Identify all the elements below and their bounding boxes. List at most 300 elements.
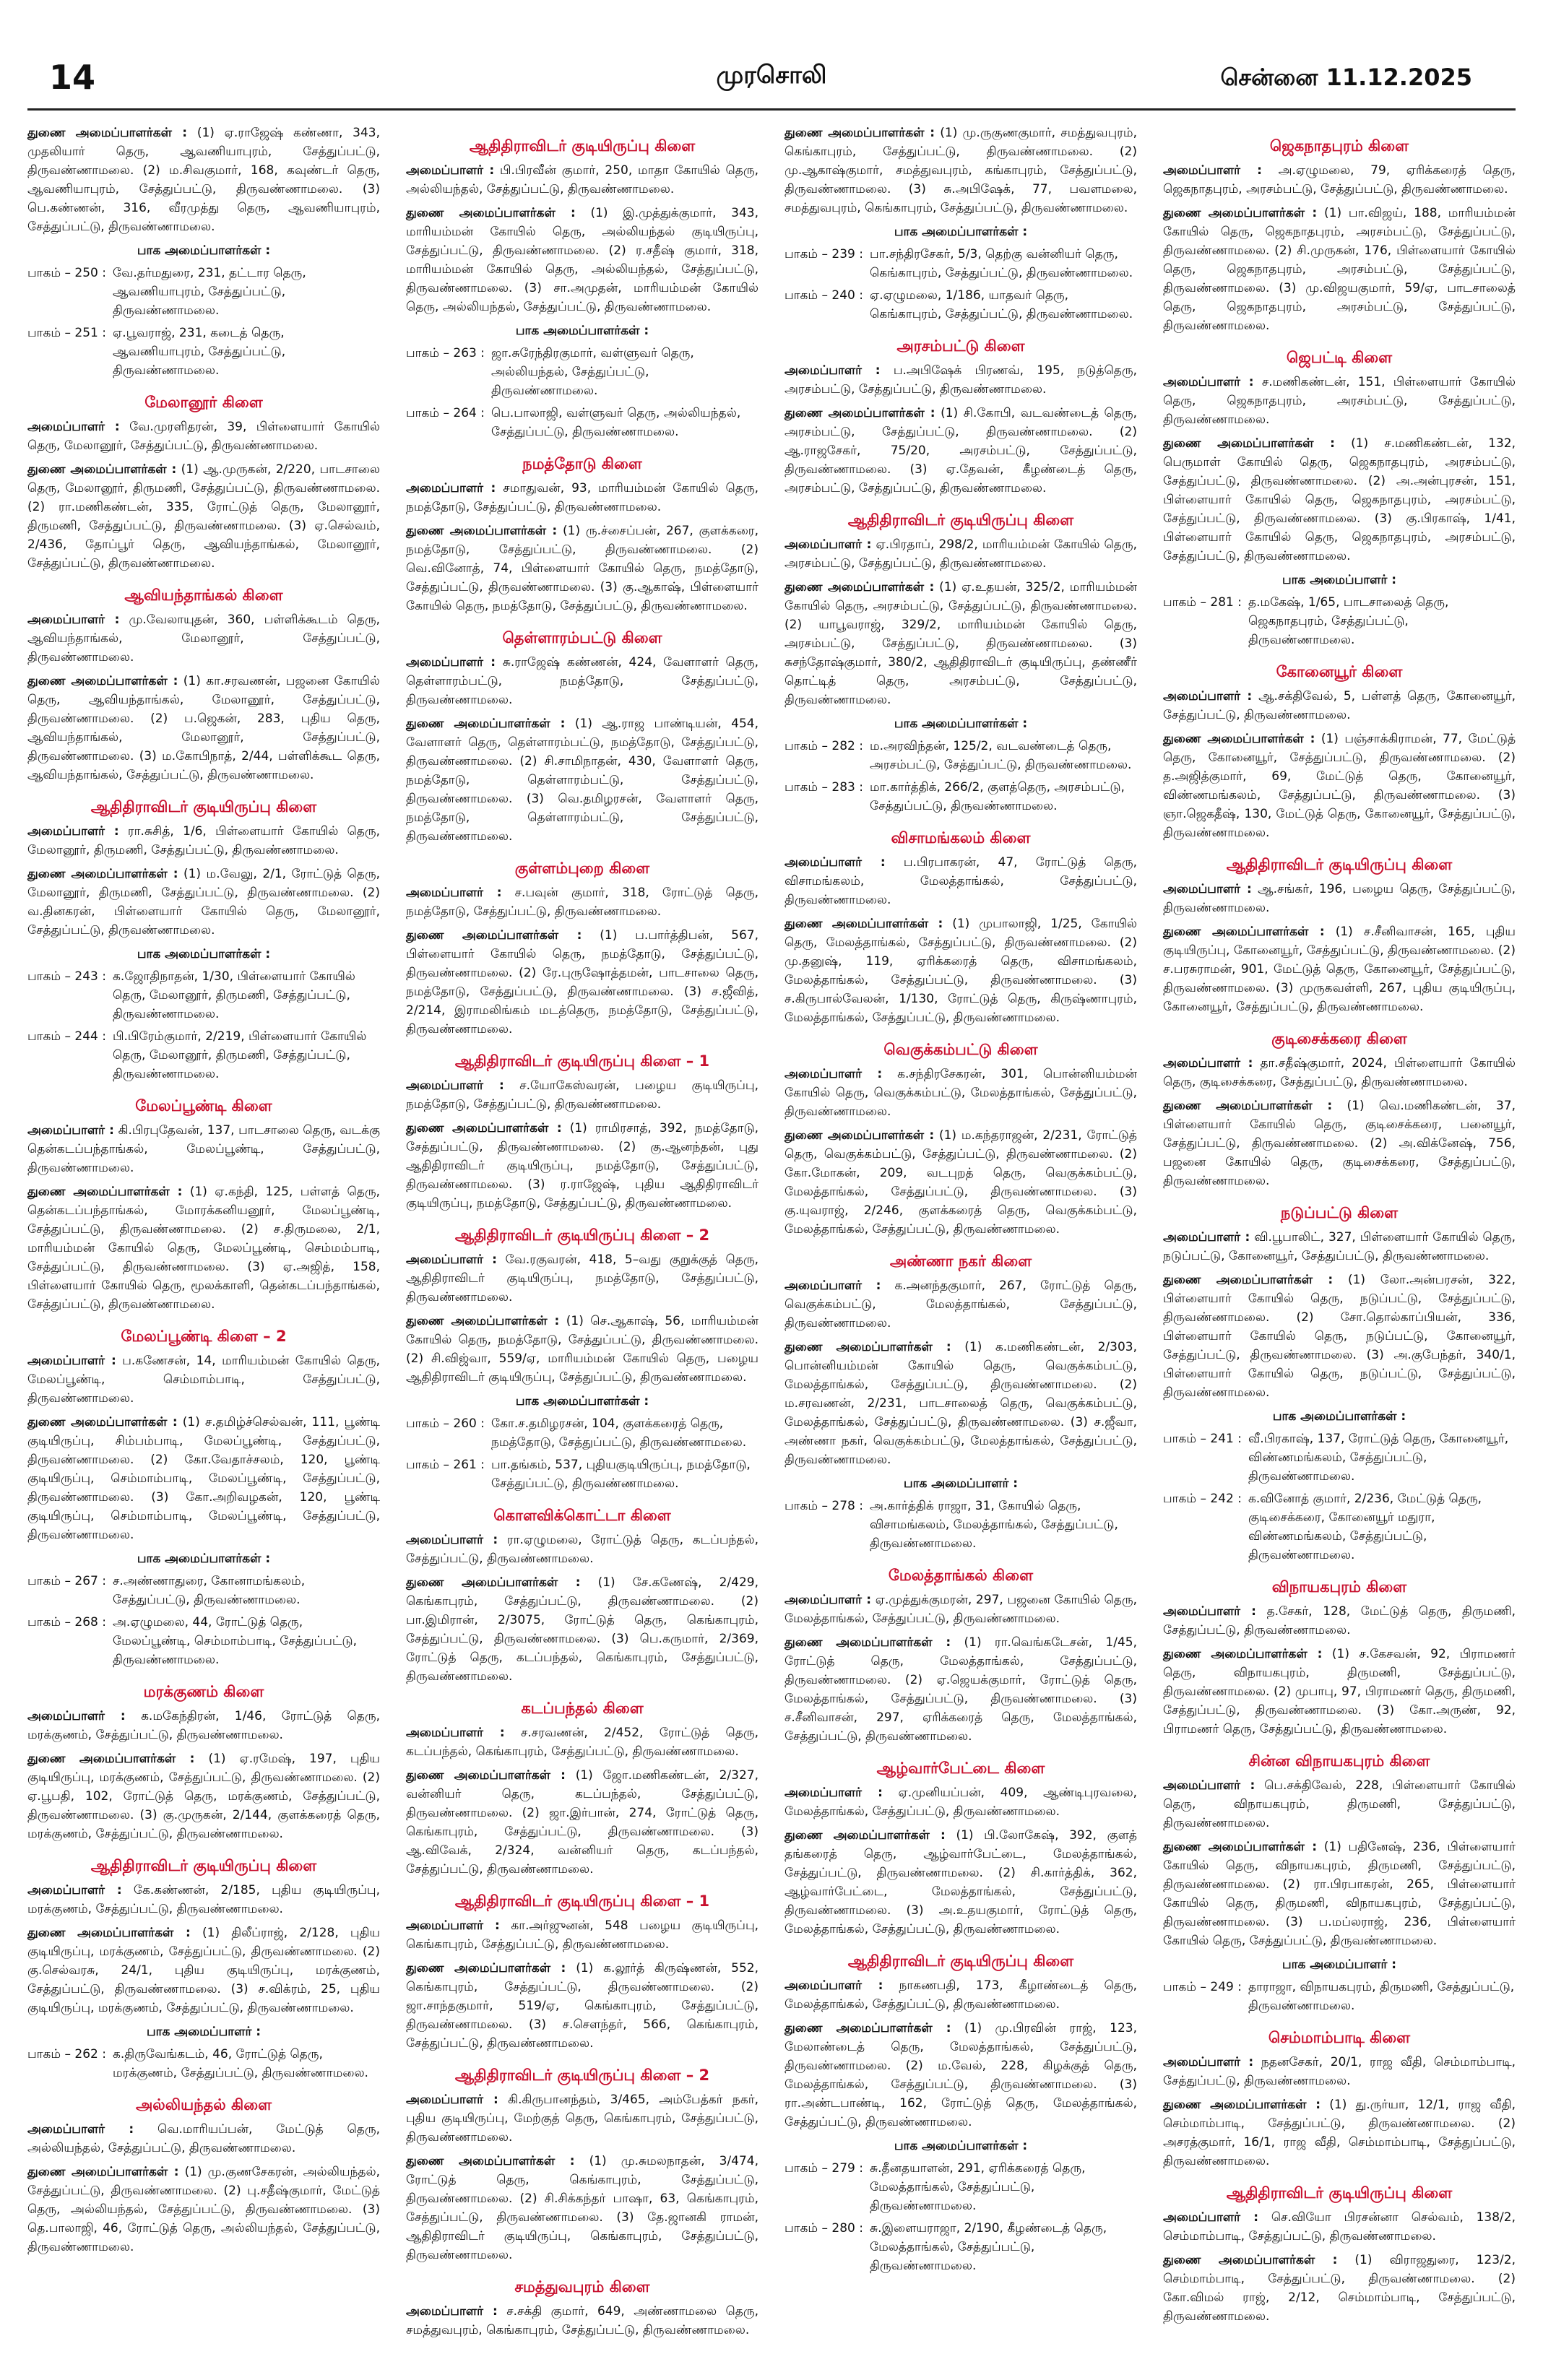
booth-number: பாகம் – 260 :	[406, 1416, 485, 1431]
officer-details: கா.அர்ஜுனன், 548 பழைய குடியிருப்பு, கெங்காபுரம், சேத்துப்பட்டு, திருவண்ணாமலை.	[406, 1918, 758, 1952]
role-label: துணை அமைப்பாளர்கள் :	[406, 928, 582, 943]
officer-entry	[1163, 1054, 1516, 1091]
booth-number: பாகம் – 262 :	[27, 2047, 106, 2061]
role-label: அமைப்பாளர் :	[27, 1883, 122, 1897]
booth-subtitle: பாக அமைப்பாளர்கள் :	[515, 324, 649, 338]
role-label: அமைப்பாளர் :	[1163, 1604, 1256, 1619]
booth-entry	[1163, 593, 1516, 649]
officer-details: (1) ச.சீனிவாசன், 165, புதிய குடியிருப்பு, கோனையூர், சேத்துப்பட்டு, திருவண்ணாமலை. (2) ச.பரசுராமன், 901, மேட்டுத் தெரு, கோனையூர், சேத்துப்பட்டு, திருவண்ணாமலை. (3) முருகவள்ளி, 267, புதிய குடியிருப்பு, கோனையூர், சேத்துப்பட்டு, திருவண்ணாமலை.	[1163, 925, 1516, 1014]
branch-section	[27, 586, 380, 784]
booth-entry	[1163, 1429, 1516, 1486]
booth-number: பாகம் – 243 :	[27, 969, 106, 984]
branch-section	[406, 859, 758, 1039]
role-label: அமைப்பாளர் :	[1163, 689, 1253, 704]
booth-entry	[406, 1455, 758, 1493]
booth-entry	[27, 1027, 380, 1083]
officer-details: செ.வியோ பிரசன்னா செல்வம், 138/2, செம்மாம்பாடி, சேத்துப்பட்டு, திருவண்ணாமலை.	[1163, 2210, 1516, 2243]
role-label: துணை அமைப்பாளர்கள் :	[785, 580, 935, 594]
listing-columns	[27, 111, 1516, 2350]
branch-section	[785, 511, 1137, 815]
branch-title: அண்ணா நகர் கிளை	[889, 1252, 1032, 1270]
officer-entry	[785, 124, 1137, 217]
officer-details: (1) விராஜதுரை, 123/2, செம்மாம்பாடி, சேத்துப்பட்டு, திருவண்ணாமலை. (2) கோ.விமல் ராஜ், 2/12, செம்மாம்பாடி, சேத்துப்பட்டு, திருவண்ணாமலை.	[1163, 2253, 1516, 2324]
branch-section	[406, 454, 758, 615]
officer-entry	[1163, 1645, 1516, 1739]
booth-number: பாகம் – 281 :	[1163, 595, 1242, 610]
booth-entry	[785, 286, 1137, 324]
officer-details: கி.பிரபுதேவன், 137, பாடசாலை தெரு, வடக்கு தென்கடப்பந்தாங்கல், மேலப்பூண்டி, சேத்துப்பட்டு, திருவண்ணாமலை.	[27, 1123, 381, 1175]
officer-details: ப.பிரபாகரன், 47, ரோட்டுத் தெரு, விசாமங்கலம், மேலத்தாங்கல், சேத்துப்பட்டு, திருவண்ணாமலை.	[785, 855, 1138, 907]
booth-entry	[785, 778, 1137, 815]
branch-section	[785, 1566, 1137, 1746]
role-label: அமைப்பாளர் :	[1163, 882, 1252, 896]
booth-details: ஜா.சுரேந்திரகுமார், வள்ளுவர் தெரு, அல்லியந்தல், சேத்துப்பட்டு, திருவண்ணாமலை.	[491, 346, 694, 398]
role-label: அமைப்பாளர் :	[406, 163, 495, 178]
officer-details: ச.சரவணன், 2/452, ரோட்டுத் தெரு, கடப்பந்தல், கெங்காபுரம், சேத்துப்பட்டு, திருவண்ணாமலை.	[406, 1726, 759, 1759]
booth-details: பா.தங்கம், 537, புதியகுடியிருப்பு, நமத்தோடு, சேத்துப்பட்டு, திருவண்ணாமலை.	[491, 1458, 751, 1491]
officer-details: ச.பவுன் குமார், 318, ரோட்டுத் தெரு, நமத்தோடு, சேத்துப்பட்டு, திருவண்ணாமலை.	[406, 886, 758, 919]
officer-details: ஆ.சங்கர், 196, பழைய தெரு, சேத்துப்பட்டு, திருவண்ணாமலை.	[1163, 882, 1516, 915]
officer-entry	[785, 2019, 1137, 2132]
booth-details: க.வினோத் குமார், 2/236, மேட்டுத் தெரு, குடிசைக்கரை, கோனையூர் மதுரா, விண்ணமங்கலம், சேத்துப்பட்டு, திருவண்ணாமலை.	[1248, 1492, 1482, 1562]
officer-entry	[406, 2302, 758, 2340]
branch-title: ஆதிதிராவிடர் குடியிருப்பு கிளை – 2	[454, 1226, 710, 1244]
officer-details: (1) க.லூர்த் கிருஷ்ணன், 552, கெங்காபுரம், சேத்துப்பட்டு, திருவண்ணாமலை. (2) ஜா.சாந்தகுமார், 519/ஏ, கெங்காபுரம், சேத்துப்பட்டு, திருவண்ணாமலை. (3) ச.சௌந்தர், 566, கெங்காபுரம், சேத்துப்பட்டு, திருவண்ணாமலை.	[406, 1961, 758, 2051]
booth-number: பாகம் – 242 :	[1163, 1492, 1242, 1506]
column-1	[27, 124, 380, 2350]
role-label: துணை அமைப்பாளர்கள் :	[406, 524, 558, 538]
booth-number: பாகம் – 264 :	[406, 406, 485, 420]
booth-details: த.மகேஷ், 1/65, பாடசாலைத் தெரு, ஜெகநாதபுரம், சேத்துப்பட்டு, திருவண்ணாமலை.	[1248, 595, 1449, 647]
officer-entry	[27, 2163, 380, 2256]
officer-entry	[1163, 434, 1516, 566]
booth-entry	[785, 2219, 1137, 2275]
officer-entry	[1163, 922, 1516, 1016]
branch-section	[1163, 2184, 1516, 2326]
branch-title: விசாமங்கலம் கிளை	[891, 829, 1031, 847]
branch-section	[785, 1759, 1137, 1939]
branch-section	[406, 137, 758, 441]
booth-subtitle: பாக அமைப்பாளர்கள் :	[137, 243, 271, 258]
officer-entry	[406, 1531, 758, 1568]
officer-details: (1) ச.மணிகண்டன், 132, பெருமாள் கோயில் தெரு, ஜெகநாதபுரம், அரசம்பட்டு, சேத்துப்பட்டு, திருவண்ணாமலை. (2) அ.அன்புரசன், 151, பிள்ளையார் கோயில் தெரு, ஜெகநாதபுரம், அரசம்பட்டு, சேத்துப்பட்டு, திருவண்ணாமலை. (3) கு.பிரகாஷ், 1/41, பிள்ளையார் கோயில் தெரு, ஜெகநாதபுரம், அரசம்பட்டு, சேத்துப்பட்டு, திருவண்ணாமலை.	[1163, 436, 1516, 563]
branch-title: தெள்ளாரம்பட்டு கிளை	[502, 629, 662, 646]
officer-entry	[27, 1413, 380, 1544]
role-label: அமைப்பாளர் :	[406, 1726, 505, 1740]
booth-details: ஏ.ஏழுமலை, 1/186, யாதவர் தெரு, கெங்காபுரம், சேத்துப்பட்டு, திருவண்ணாமலை.	[870, 288, 1133, 321]
booth-entry	[1163, 1978, 1516, 2015]
officer-details: ச.யோகேஸ்வரன், பழைய குடியிருப்பு, நமத்தோடு, சேத்துப்பட்டு, திருவண்ணாமலை.	[406, 1078, 758, 1112]
role-label: துணை அமைப்பாளர்கள் :	[1163, 436, 1335, 451]
officer-details: (1) செ.ஆகாஷ், 56, மாரியம்மன் கோயில் தெரு, நமத்தோடு, சேத்துப்பட்டு, திருவண்ணாமலை. (2) சி.விஜ்வா, 559/ஏ, மாரியம்மன் கோயில் தெரு, பழைய ஆதிதிராவிடர் குடியிருப்பு, சேத்துப்பட்டு, திருவண்ணாமலை.	[406, 1314, 759, 1385]
officer-details: வெ.மாரியப்பன், மேட்டுத் தெரு, அல்லியந்தல், சேத்துப்பட்டு, திருவண்ணாமலை.	[27, 2122, 381, 2155]
role-label: துணை அமைப்பாளர்கள் :	[27, 867, 178, 881]
branch-title: குடிசைக்கரை கிளை	[1271, 1030, 1407, 1047]
branch-title: மரக்குணம் கிளை	[143, 1683, 264, 1700]
officer-entry	[785, 535, 1137, 573]
branch-section	[406, 2066, 758, 2264]
officer-entry	[406, 926, 758, 1039]
officer-details: பி.பிரவீன் குமார், 250, மாதா கோயில் தெரு, அல்லியந்தல், சேத்துப்பட்டு, திருவண்ணாமலை.	[406, 163, 759, 196]
role-label: அமைப்பாளர் :	[1163, 2055, 1254, 2069]
role-label: துணை அமைப்பாளர்கள் :	[406, 206, 576, 220]
branch-title: விநாயகபுரம் கிளை	[1271, 1578, 1407, 1596]
officer-details: (1) ச.தமிழ்ச்செல்வன், 111, பூண்டி குடியிருப்பு, சிம்பம்பாடி, மேலப்பூண்டி, சேத்துப்பட்டு, திருவண்ணாமலை. (2) கோ.வேதாச்சலம், 120, பூண்டி குடியிருப்பு, செம்மாம்பாடி, மேலப்பூண்டி, சேத்துப்பட்டு, திருவண்ணாமலை. (3) கோ.அறிவழகன், 120, பூண்டி குடியிருப்பு, செம்மாம்பாடி, மேலப்பூண்டி, சேத்துப்பட்டு, திருவண்ணாமலை.	[27, 1415, 380, 1542]
officer-entry	[27, 822, 380, 860]
officer-details: (1) முபாலாஜி, 1/25, கோயில் தெரு, மேலத்தாங்கல், சேத்துப்பட்டு, திருவண்ணாமலை. (2) மு.தனுஷ், 119, ஏரிக்கரைத் தெரு, விசாமங்கலம், மேலத்தாங்கல், சேத்துப்பட்டு, திருவண்ணாமலை. (3) ச.கிருபால்வேலன், 1/130, ரோட்டுத் தெரு, கிருஷ்ணாபுரம், மேலத்தாங்கல், சேத்துப்பட்டு, திருவண்ணாமலை.	[785, 917, 1138, 1025]
booth-entry	[406, 404, 758, 441]
booth-subtitle: பாக அமைப்பாளர்கள் :	[894, 717, 1028, 731]
branch-title: ஆழ்வார்பேட்டை கிளை	[876, 1760, 1045, 1777]
officer-details: (1) ஏ.ரமேஷ், 197, புதிய குடியிருப்பு, மரக்குணம், சேத்துப்பட்டு, திருவண்ணாமலை. (2) ஏ.பூபதி, 102, ரோட்டுத் தெரு, மரக்குணம், சேத்துப்பட்டு, திருவண்ணாமலை. (3) கு.முருகன், 2/144, குளக்கரைத் தெரு, மரக்குணம், சேத்துப்பட்டு, திருவண்ணாமலை.	[27, 1752, 381, 1841]
booth-details: ம.அரவிந்தன், 125/2, வடவண்டைத் தெரு, அரசம்பட்டு, சேத்துப்பட்டு, திருவண்ணாமலை.	[870, 739, 1132, 772]
role-label: துணை அமைப்பாளர்கள் :	[27, 462, 177, 477]
role-label: அமைப்பாளர் :	[406, 1533, 498, 1547]
officer-details: (1) சே.கணேஷ், 2/429, கெங்காபுரம், சேத்துப்பட்டு, திருவண்ணாமலை. (2) பா.இமிரான், 2/3075, ரோட்டுத் தெரு, கெங்காபுரம், சேத்துப்பட்டு, திருவண்ணாமலை. (3) பெ.கருமார், 2/369, ரோட்டுத் தெரு, கடப்பந்தல், கெங்காபுரம், சேத்துப்பட்டு, திருவண்ணாமலை.	[406, 1575, 758, 1684]
booth-details: பெ.பாலாஜி, வள்ளுவர் தெரு, அல்லியந்தல், சேத்துப்பட்டு, திருவண்ணாமலை.	[491, 406, 741, 439]
branch-section	[406, 2277, 758, 2340]
role-label: துணை அமைப்பாளர்கள் :	[406, 1575, 581, 1590]
officer-details: ஏ.பிரதாப், 298/2, மாரியம்மன் கோயில் தெரு, அரசம்பட்டு, சேத்துப்பட்டு, திருவண்ணாமலை.	[785, 537, 1138, 571]
officer-details: (1) சி.கோபி, வடவண்டைத் தெரு, அரசம்பட்டு, சேத்துப்பட்டு, திருவண்ணாமலை. (2) ஆ.ராஜசேகர், 75/20, அரசம்பட்டு, சேத்துப்பட்டு, திருவண்ணாமலை. (3) ஏ.தேவன், கீழண்டைத் தெரு, அரசம்பட்டு, சேத்துப்பட்டு, திருவண்ணாமலை.	[785, 406, 1137, 496]
officer-entry	[406, 479, 758, 516]
officer-details: வே.முரளிதரன், 39, பிள்ளையார் கோயில் தெரு, மேலானூர், சேத்துப்பட்டு, திருவண்ணாமலை.	[27, 420, 381, 453]
officer-details: ச.மணிகண்டன், 151, பிள்ளையார் கோயில் தெரு, ஜெகநாதபுரம், அரசம்பட்டு, சேத்துப்பட்டு, திருவண்ணாமலை.	[1163, 375, 1516, 427]
booth-entry	[27, 967, 380, 1024]
column-4	[1163, 124, 1516, 2350]
branch-section	[27, 393, 380, 573]
officer-details: த.சேகர், 128, மேட்டுத் தெரு, திருமணி, சேத்துப்பட்டு, திருவண்ணாமலை.	[1163, 1604, 1516, 1637]
booth-subtitle: பாக அமைப்பாளர்கள் :	[137, 1552, 271, 1566]
officer-details: பெ.சக்திவேல், 228, பிள்ளையார் கோயில் தெரு, விநாயகபுரம், திருமணி, சேத்துப்பட்டு, திருவண்ணாமலை.	[1163, 1778, 1516, 1830]
officer-details: (1) ஆ.முருகன், 2/220, பாடசாலை தெரு, மேலானூர், திருமணி, சேத்துப்பட்டு, திருவண்ணாமலை. (2) ரா.மணிகண்டன், 335, ரோட்டுத் தெரு, மேலானூர், திருமணி, சேத்துப்பட்டு, திருவண்ணாமலை. (3) ஏ.செல்வம், 2/436, தோப்பூர் தெரு, ஆவியந்தாங்கல், மேலானூர், சேத்துப்பட்டு, திருவண்ணாமலை.	[27, 462, 381, 571]
booth-number: பாகம் – 263 :	[406, 346, 485, 360]
officer-details: (1) திலீப்ராஜ், 2/128, புதிய குடியிருப்பு, மரக்குணம், சேத்துப்பட்டு, திருவண்ணாமலை. (2) கு.செல்வரசு, 24/1, புதிய குடியிருப்பு, மரக்குணம், சேத்துப்பட்டு, திருவண்ணாமலை. (3) ச.விக்ரம், 25, புதிய குடியிருப்பு, மரக்குணம், சேத்துப்பட்டு, திருவண்ணாமலை.	[27, 1926, 381, 2015]
officer-entry	[1163, 687, 1516, 724]
booth-entry	[785, 1497, 1137, 1553]
role-label: அமைப்பாளர் :	[785, 1067, 883, 1081]
booth-details: சு.இளையராஜா, 2/190, கீழண்டைத் தெரு, மேலத்தாங்கல், சேத்துப்பட்டு, திருவண்ணாமலை.	[870, 2221, 1107, 2273]
booth-details: க.திருவேங்கடம், 46, ரோட்டுத் தெரு, மரக்குணம், சேத்துப்பட்டு, திருவண்ணாமலை.	[113, 2047, 368, 2080]
role-label: அமைப்பாளர் :	[785, 855, 886, 870]
column-3	[785, 124, 1137, 2350]
role-label: அமைப்பாளர் :	[27, 420, 120, 434]
officer-details: (1) ஏ.ராஜேஷ் கண்ணா, 343, முதலியார் தெரு, ஆவணியாபுரம், சேத்துப்பட்டு, திருவண்ணாமலை. (2) ம.சிவகுமார், 168, கவுண்டர் தெரு, ஆவணியாபுரம், சேத்துப்பட்டு, திருவண்ணாமலை. (3) பெ.கண்ணன், 316, வீரமுத்து தெரு, ஆவணியாபுரம், சேத்துப்பட்டு, திருவண்ணாமலை.	[27, 126, 381, 234]
officer-entry	[406, 714, 758, 846]
officer-details: (1) க.மணிகண்டன், 2/303, பொன்னியம்மன் கோயில் தெரு, வெகுக்கம்பட்டு, மேலத்தாங்கல், சேத்துப்பட்டு, திருவண்ணாமலை. (2) ம.சரவணன், 2/231, பாடசாலைத் தெரு, வெகுக்கம்பட்டு, மேலத்தாங்கல், சேத்துப்பட்டு, திருவண்ணாமலை. (3) ச.ஜீவா, அண்ணா நகர், வெகுக்கம்பட்டு, மேலத்தாங்கல், சேத்துப்பட்டு, திருவண்ணாமலை.	[785, 1340, 1138, 1467]
branch-title: கடப்பந்தல் கிளை	[521, 1700, 644, 1717]
branch-section	[1163, 855, 1516, 1016]
officer-entry	[406, 1250, 758, 1307]
booth-number: பாகம் – 241 :	[1163, 1432, 1242, 1446]
role-label: துணை அமைப்பாளர்கள் :	[27, 1415, 178, 1429]
officer-entry	[406, 161, 758, 199]
officer-entry	[406, 522, 758, 615]
role-label: துணை அமைப்பாளர்கள் :	[1163, 2253, 1338, 2267]
officer-details: (1) ஏ.கந்தி, 125, பள்ளத் தெரு, தென்கடப்பந்தாங்கல், மோரக்கனியனூர், மேலப்பூண்டி, சேத்துப்பட்டு, திருவண்ணாமலை. (2) ச.திருமலை, 2/1, மாரியம்மன் கோயில் தெரு, மேலப்பூண்டி, செம்மம்பாடி, சேத்துப்பட்டு, திருவண்ணாமலை. (3) ஏ.அஜித், 158, பிள்ளையார் கோயில் தெரு, மூலக்காளி, தென்கடப்பந்தாங்கல், சேத்துப்பட்டு, திருவண்ணாமலை.	[27, 1185, 381, 1312]
officer-details: (1) ஆ.ராஜ பாண்டியன், 454, வேளாளர் தெரு, தெள்ளாரம்பட்டு, நமத்தோடு, சேத்துப்பட்டு, திருவண்ணாமலை. (2) சி.சாமிநாதன், 430, வேளாளர் தெரு, நமத்தோடு, தெள்ளாரம்பட்டு, சேத்துப்பட்டு, திருவண்ணாமலை. (3) வெ.தமிழரசன், வேளாளர் தெரு, நமத்தோடு, தெள்ளாரம்பட்டு, சேத்துப்பட்டு, திருவண்ணாமலை.	[406, 717, 759, 844]
branch-title: மேலத்தாங்கல் கிளை	[888, 1567, 1034, 1584]
officer-entry	[27, 1881, 380, 1918]
role-label: துணை அமைப்பாளர்கள் :	[1163, 1647, 1323, 1661]
role-label: துணை அமைப்பாளர்கள் :	[406, 1121, 562, 1135]
branch-section	[1163, 1203, 1516, 1565]
role-label: துணை அமைப்பாளர்கள் :	[785, 917, 943, 931]
branch-section	[785, 1040, 1137, 1239]
officer-entry	[1163, 1271, 1516, 1402]
officer-entry	[27, 1924, 380, 2017]
branch-title: ஆதிதிராவிடர் குடியிருப்பு கிளை – 1	[454, 1052, 710, 1070]
officer-details: (1) ராமிரசாத், 392, நமத்தோடு, சேத்துப்பட்டு, திருவண்ணாமலை. (2) கு.ஆனந்தன், புது ஆதிதிராவிடர் குடியிருப்பு, நமத்தோடு, சேத்துப்பட்டு, திருவண்ணாமலை. (3) ர.ராஜேஷ், புதிய ஆதிதிராவிடர் குடியிருப்பு, நமத்தோடு, சேத்துப்பட்டு, திருவண்ணாமலை.	[406, 1121, 759, 1211]
role-label: துணை அமைப்பாளர்கள் :	[785, 1828, 946, 1843]
branch-section	[406, 628, 758, 846]
branch-title: அல்லியந்தல் கிளை	[135, 2096, 272, 2113]
booth-details: கோ.ச.தமிழரசன், 104, குளக்கரைத் தெரு, நமத்தோடு, சேத்துப்பட்டு, திருவண்ணாமலை.	[491, 1416, 747, 1450]
officer-details: நதனசேகர், 20/1, ராஜ வீதி, செம்மாம்பாடி, சேத்துப்பட்டு, திருவண்ணாமலை.	[1163, 2055, 1516, 2088]
role-label: அமைப்பாளர் :	[406, 1252, 497, 1267]
officer-entry	[785, 361, 1137, 399]
branch-title: ஆதிதிராவிடர் குடியிருப்பு கிளை	[1226, 2184, 1453, 2202]
branch-section	[1163, 1029, 1516, 1190]
officer-details: (1) பி.லோகேஷ், 392, குளத் தங்கரைத் தெரு, ஆழ்வார்பேட்டை, மேலத்தாங்கல், சேத்துப்பட்டு, திருவண்ணாமலை. (2) சி.கார்த்திக், 362, ஆழ்வார்பேட்டை, மேலத்தாங்கல், சேத்துப்பட்டு, திருவண்ணாமலை. (3) அ.உதயகுமார், ரோட்டுத் தெரு, மேலத்தாங்கல், சேத்துப்பட்டு, திருவண்ணாமலை.	[785, 1828, 1137, 1937]
officer-details: (1) ப.பார்த்திபன், 567, பிள்ளையார் கோயில் தெரு, நமத்தோடு, சேத்துப்பட்டு, திருவண்ணாமலை. (2) ரே.புருஷோத்தமன், பாடசாலை தெரு, நமத்தோடு, சேத்துப்பட்டு, திருவண்ணாமலை. (3) ச.ஜீவித், 2/214, இராமலிங்கம் மடத்தெரு, நமத்தோடு, சேத்துப்பட்டு, திருவண்ணாமலை.	[406, 928, 759, 1037]
branch-title: ஆதிதிராவிடர் குடியிருப்பு கிளை	[90, 1857, 317, 1874]
branch-title: மேலப்பூண்டி கிளை – 2	[121, 1328, 287, 1345]
officer-details: (1) பா.விஜய், 188, மாரியம்மன் கோயில் தெரு, ஜெகநாதபுரம், அரசம்பட்டு, சேத்துப்பட்டு, திருவண்ணாமலை. (2) சி.முருகன், 176, பிள்ளையார் கோயில் தெரு, ஜெகநாதபுரம், அரசம்பட்டு, சேத்துப்பட்டு, திருவண்ணாமலை. (3) மு.விஜயகுமார், 59/ஏ, பாடசாலைத் தெரு, ஜெகநாதபுரம், அரசம்பட்டு, சேத்துப்பட்டு, திருவண்ணாமலை.	[1163, 206, 1516, 333]
branch-title: ஆதிதிராவிடர் குடியிருப்பு கிளை	[847, 511, 1074, 529]
officer-entry	[1163, 1602, 1516, 1640]
officer-details: (1) கா.சரவணன், பஜனை கோயில் தெரு, ஆவியந்தாங்கல், மேலானூர், சேத்துப்பட்டு, திருவண்ணாமலை. (2) ப.ஜெகன், 283, புதிய தெரு, ஆவியந்தாங்கல், மேலானூர், சேத்துப்பட்டு, திருவண்ணாமலை. (3) ம.கோபிநாத், 2/44, பள்ளிக்கூட தெரு, ஆவியந்தாங்கல், சேத்துப்பட்டு, திருவண்ணாமலை.	[27, 674, 380, 782]
booth-subtitle: பாக அமைப்பாளர் :	[903, 1476, 1019, 1491]
branch-title: ஆதிதிராவிடர் குடியிருப்பு கிளை – 2	[454, 2067, 710, 2084]
branch-title: அரசம்பட்டு கிளை	[896, 337, 1025, 355]
officer-entry	[406, 1119, 758, 1213]
booth-details: ஏ.பூவராஜ், 231, கடைத் தெரு, ஆவணியாபுரம், சேத்துப்பட்டு, திருவண்ணாமலை.	[113, 326, 286, 378]
officer-details: (1) ரா.வெங்கடேசன், 1/45, ரோட்டுத் தெரு, மேலத்தாங்கல், சேத்துப்பட்டு, திருவண்ணாமலை. (2) ஏ.ஜெயக்குமார், ரோட்டுத் தெரு, மேலத்தாங்கல், சேத்துப்பட்டு, திருவண்ணாமலை. (3) ச.சீனிவாசன், 297, ஏரிக்கரைத் தெரு, மேலத்தாங்கல், சேத்துப்பட்டு, திருவண்ணாமலை.	[785, 1635, 1138, 1744]
booth-entry	[1163, 1489, 1516, 1565]
officer-entry	[406, 1916, 758, 1954]
role-label: அமைப்பாளர் :	[27, 613, 120, 627]
officer-entry	[406, 204, 758, 316]
officer-entry	[1163, 1838, 1516, 1950]
officer-details: (1) பஞ்சாக்கிராமன், 77, மேட்டுத் தெரு, கோனையூர், சேத்துப்பட்டு, திருவண்ணாமலை. (2) த.அஜித்குமார், 69, மேட்டுத் தெரு, கோனையூர், விண்ணமங்கலம், சேத்துப்பட்டு, திருவண்ணாமலை. (3) ஞா.ஜெகதீஷ், 130, மேட்டுத் தெரு, கோனையூர், சேத்துப்பட்டு, திருவண்ணாமலை.	[1163, 732, 1516, 840]
branch-section	[27, 1327, 380, 1669]
branch-section	[1163, 2028, 1516, 2171]
branch-title: நமத்தோடு கிளை	[522, 455, 642, 472]
officer-entry	[1163, 2251, 1516, 2326]
officer-entry	[27, 417, 380, 455]
officer-entry	[27, 610, 380, 667]
booth-entry	[785, 245, 1137, 282]
branch-title: ஆவியந்தாங்கல் கிளை	[124, 587, 283, 604]
role-label: துணை அமைப்பாளர்கள் :	[785, 2021, 951, 2035]
booth-number: பாகம் – 244 :	[27, 1029, 106, 1044]
branch-section	[1163, 1578, 1516, 1739]
branch-section	[27, 1682, 380, 1843]
officer-entry	[406, 653, 758, 709]
booth-number: பாகம் – 250 :	[27, 266, 106, 280]
branch-title: வெகுக்கம்பட்டு கிளை	[883, 1041, 1038, 1058]
officer-entry	[27, 460, 380, 573]
booth-number: பாகம் – 251 :	[27, 326, 106, 340]
officer-entry	[406, 1573, 758, 1686]
booth-number: பாகம் – 280 :	[785, 2221, 863, 2236]
officer-entry	[27, 1351, 380, 1408]
booth-details: அ.ஏழுமலை, 44, ரோட்டுத் தெரு, மேலப்பூண்டி, செம்மாம்பாடி, சேத்துப்பட்டு, திருவண்ணாமலை.	[113, 1615, 357, 1667]
branch-section	[1163, 348, 1516, 649]
booth-subtitle: பாக அமைப்பாளர் :	[146, 2025, 262, 2039]
officer-entry	[785, 1338, 1137, 1469]
role-label: அமைப்பாளர் :	[1163, 163, 1262, 178]
booth-details: அ.கார்த்திக் ராஜா, 31, கோயில் தெரு, விசாமங்கலம், மேலத்தாங்கல், சேத்துப்பட்டு, திருவண்ணாமலை.	[870, 1499, 1118, 1551]
role-label: துணை அமைப்பாளர்கள் :	[1163, 1273, 1334, 1287]
officer-details: ஏ.முத்துக்குமரன், 297, பஜனை கோயில் தெரு, மேலத்தாங்கல், சேத்துப்பட்டு, திருவண்ணாமலை.	[785, 1593, 1138, 1626]
branch-section	[785, 1952, 1137, 2275]
officer-details: (1) ம.வேலு, 2/1, ரோட்டுத் தெரு, மேலானூர், திருமணி, சேத்துப்பட்டு, திருவண்ணாமலை. (2) வ.தினகரன், பிள்ளையார் கோயில் தெரு, மேலானூர், சேத்துப்பட்டு, திருவண்ணாமலை.	[27, 867, 380, 938]
officer-entry	[785, 914, 1137, 1027]
officer-entry	[785, 1633, 1137, 1746]
officer-details: க.சந்திரசேகரன், 301, பொன்னியம்மன் கோயில் தெரு, வெகுக்கம்பட்டு, மேலத்தாங்கல், சேத்துப்பட்டு, திருவண்ணாமலை.	[785, 1067, 1137, 1119]
officer-entry	[27, 1749, 380, 1843]
officer-entry	[1163, 2095, 1516, 2171]
booth-details: மா.கார்த்திக், 266/2, குளத்தெரு, அரசம்பட்டு, சேத்துப்பட்டு, திருவண்ணாமலை.	[870, 780, 1125, 813]
officer-entry	[27, 1182, 380, 1314]
role-label: துணை அமைப்பாளர்கள் :	[27, 674, 178, 688]
officer-details: ப.அபிஷேக் பிரணவ், 195, நடுத்தெரு, அரசம்பட்டு, சேத்துப்பட்டு, திருவண்ணாமலை.	[785, 363, 1138, 397]
branch-title: ஆதிதிராவிடர் குடியிருப்பு கிளை	[1226, 856, 1453, 873]
booth-details: ச.அண்ணாதுரை, கோனாமங்கலம், சேத்துப்பட்டு, திருவண்ணாமலை.	[113, 1574, 306, 1607]
branch-section	[1163, 662, 1516, 842]
role-label: துணை அமைப்பாளர்கள் :	[27, 1752, 195, 1766]
branch-section	[27, 1856, 380, 2082]
branch-section	[785, 337, 1137, 498]
officer-entry	[27, 865, 380, 940]
booth-subtitle: பாக அமைப்பாளர்கள் :	[515, 1394, 649, 1408]
officer-details: ச.சக்தி குமார், 649, அண்ணாமலை தெரு, சமத்துவபுரம், கெங்காபுரம், சேத்துப்பட்டு, திருவண்ணாமலை.	[406, 2304, 759, 2337]
role-label: அமைப்பாளர் :	[27, 824, 119, 839]
officer-details: (1) ஜோ.மணிகண்டன், 2/327, வன்னியர் தெரு, கடப்பந்தல், சேத்துப்பட்டு, திருவண்ணாமலை. (2) ஜா.இர்பான், 274, ரோட்டுத் தெரு, கெங்காபுரம், சேத்துப்பட்டு, திருவண்ணாமலை. (3) ஆ.விவேக், 2/324, வன்னியர் தெரு, கடப்பந்தல், சேத்துப்பட்டு, திருவண்ணாமலை.	[406, 1768, 759, 1877]
role-label: துணை அமைப்பாளர்கள் :	[27, 1185, 183, 1199]
officer-details: (1) இ.முத்துக்குமார், 343, மாரியம்மன் கோயில் தெரு, அல்லியந்தல் குடியிருப்பு, சேத்துப்பட்டு, திருவண்ணாமலை. (2) ர.சதீஷ் குமார், 318, மாரியம்மன் கோயில் தெரு, அல்லியந்தல், சேத்துப்பட்டு, திருவண்ணாமலை. (3) சா.அமுதன், மாரியம்மன் கோயில் தெரு, அல்லியந்தல், சேத்துப்பட்டு, திருவண்ணாமலை.	[406, 206, 759, 314]
booth-number: பாகம் – 282 :	[785, 739, 863, 753]
officer-entry	[406, 1076, 758, 1114]
branch-title: ஆதிதிராவிடர் குடியிருப்பு கிளை	[90, 798, 317, 815]
officer-details: ஏ.முனியப்பன், 409, ஆண்டிபுரவலை, மேலத்தாங்கல், சேத்துப்பட்டு, திருவண்ணாமலை.	[785, 1786, 1137, 1819]
booth-subtitle: பாக அமைப்பாளர் :	[1281, 573, 1397, 587]
officer-details: (1) ஏ.உதயன், 325/2, மாரியம்மன் கோயில் தெரு, அரசம்பட்டு, சேத்துப்பட்டு, திருவண்ணாமலை. (2) யாபூவராஜ், 329/2, மாரியம்மன் கோயில் தெரு, அரசம்பட்டு, சேத்துப்பட்டு, திருவண்ணாமலை. (3) சுசந்தோஷ்குமார், 380/2, ஆதிதிராவிடர் குடியிருப்பு, தண்ணீர் தொட்டித் தெரு, அரசம்பட்டு, சேத்துப்பட்டு, திருவண்ணாமலை.	[785, 580, 1137, 707]
role-label: துணை அமைப்பாளர்கள் :	[1163, 925, 1325, 939]
officer-entry	[1163, 373, 1516, 429]
officer-entry	[406, 1312, 758, 1387]
booth-details: வே.தர்மதுரை, 231, தட்டார தெரு, ஆவணியாபுரம், சேத்துப்பட்டு, திருவண்ணாமலை.	[113, 266, 306, 318]
role-label: துணை அமைப்பாளர்கள் :	[27, 126, 188, 140]
officer-entry	[1163, 2053, 1516, 2090]
booth-number: பாகம் – 268 :	[27, 1615, 106, 1630]
role-label: அமைப்பாளர் :	[785, 1278, 881, 1293]
officer-details: (1) மு.ருகுணகுமார், சமத்துவபுரம், கெங்காபுரம், சேத்துப்பட்டு, திருவண்ணாமலை. (2) மு.ஆகாஷ்குமார், சமத்துவபுரம், கங்காபுரம், சேத்துப்பட்டு, திருவண்ணாமலை. (3) சு.அபிஷேக், 77, பவளமலை, சமத்துவபுரம், கெங்காபுரம், சேத்துப்பட்டு, திருவண்ணாமலை.	[785, 126, 1137, 215]
role-label: அமைப்பாளர் :	[406, 655, 496, 670]
role-label: துணை அமைப்பாளர்கள் :	[1163, 1840, 1318, 1854]
officer-details: வி.பூபாலிட், 327, பிள்ளையார் கோயில் தெரு, நடுப்பட்டு, கோனையூர், சேத்துப்பட்டு, திருவண்ணாமலை.	[1163, 1230, 1516, 1263]
officer-entry	[1163, 161, 1516, 199]
branch-section	[406, 1892, 758, 2053]
branch-section	[406, 1699, 758, 1879]
officer-entry	[1163, 1776, 1516, 1832]
officer-details: ப.கணேசன், 14, மாரியம்மன் கோயில் தெரு, மேலப்பூண்டி, செம்மாம்பாடி, சேத்துப்பட்டு, திருவண்ணாமலை.	[27, 1354, 381, 1406]
branch-title: மேலப்பூண்டி கிளை	[135, 1097, 272, 1115]
booth-number: பாகம் – 278 :	[785, 1499, 863, 1513]
officer-entry	[785, 1126, 1137, 1239]
branch-section	[27, 797, 380, 1083]
officer-entry	[785, 853, 1137, 909]
role-label: அமைப்பாளர் :	[785, 1593, 872, 1607]
role-label: துணை அமைப்பாளர்கள் :	[406, 1314, 560, 1328]
role-label: அமைப்பாளர் :	[1163, 1230, 1250, 1245]
role-label: துணை அமைப்பாளர்கள் :	[406, 1768, 566, 1783]
branch-section	[1163, 1752, 1516, 2015]
officer-entry	[27, 1121, 380, 1177]
branch-section	[406, 1052, 758, 1213]
officer-entry	[406, 1723, 758, 1761]
branch-title: சமத்துவபுரம் கிளை	[514, 2278, 650, 2295]
booth-number: பாகம் – 267 :	[27, 1574, 106, 1588]
role-label: அமைப்பாளர் :	[27, 1709, 126, 1723]
booth-number: பாகம் – 249 :	[1163, 1980, 1242, 1994]
column-2	[406, 124, 758, 2350]
role-label: துணை அமைப்பாளர்கள் :	[1163, 2098, 1321, 2112]
officer-entry	[785, 404, 1137, 498]
branch-title: செம்மாம்பாடி கிளை	[1268, 2029, 1411, 2046]
officer-details: கே.கண்ணன், 2/185, புதிய குடியிருப்பு, மரக்குணம், சேத்துப்பட்டு, திருவண்ணாமலை.	[27, 1883, 380, 1916]
booth-details: பா.சந்திரசேகர், 5/3, தெற்கு வன்னியர் தெரு, கெங்காபுரம், சேத்துப்பட்டு, திருவண்ணாமலை.	[870, 247, 1133, 280]
booth-entry	[785, 2159, 1137, 2215]
booth-entry	[27, 2045, 380, 2082]
role-label: அமைப்பாளர் :	[785, 1786, 883, 1800]
booth-subtitle: பாக அமைப்பாளர்கள் :	[137, 947, 271, 961]
branch-title: ஆதிதிராவிடர் குடியிருப்பு கிளை	[847, 1952, 1074, 1970]
officer-details: ரா.ஏழுமலை, ரோட்டுத் தெரு, கடப்பந்தல், சேத்துப்பட்டு, திருவண்ணாமலை.	[406, 1533, 759, 1566]
officer-details: (1) பதினேஷ், 236, பிள்ளையார் கோயில் தெரு, விநாயகபுரம், திருமணி, சேத்துப்பட்டு, திருவண்ணாமலை. (2) ரா.பிரபாகரன், 265, பிள்ளையார் கோயில் தெரு, திருமணி, விநாயகபுரம், சேத்துப்பட்டு, திருவண்ணாமலை. (3) ப.மப்லராஜ், 236, பிள்ளையார் கோயில் தெரு, சேத்துப்பட்டு, திருவண்ணாமலை.	[1163, 1840, 1516, 1948]
officer-entry	[406, 2152, 758, 2264]
date-line: சென்னை 11.12.2025	[1220, 64, 1472, 91]
role-label: அமைப்பாளர் :	[1163, 2210, 1259, 2225]
branch-title: கோனையூர் கிளை	[1276, 663, 1403, 680]
officer-entry	[406, 1766, 758, 1879]
role-label: அமைப்பாளர் :	[406, 886, 502, 900]
role-label: துணை அமைப்பாளர்கள் :	[1163, 1099, 1333, 1113]
role-label: அமைப்பாளர் :	[785, 363, 881, 378]
booth-number: பாகம் – 279 :	[785, 2161, 863, 2176]
role-label: துணை அமைப்பாளர்கள் :	[406, 1961, 566, 1976]
officer-details: கி.கிருபானந்தம், 3/465, அம்பேத்கர் நகர், புதிய குடியிருப்பு, மேற்குத் தெரு, கெங்காபுரம், சேத்துப்பட்டு, திருவண்ணாமலை.	[406, 2093, 758, 2145]
officer-entry	[27, 2120, 380, 2158]
role-label: அமைப்பாளர் :	[785, 537, 872, 552]
officer-entry	[1163, 1228, 1516, 1265]
officer-details: நாகணபதி, 173, கீழாண்டைத் தெரு, மேலத்தாங்கல், சேத்துப்பட்டு, திருவண்ணாமலை.	[785, 1978, 1138, 2012]
booth-details: தாராஜா, விநாயகபுரம், திருமணி, சேத்துப்பட்டு, திருவண்ணாமலை.	[1248, 1980, 1515, 2013]
officer-details: ரா.சுசித், 1/6, பிள்ளையார் கோயில் தெரு, மேலானூர், திருமணி, சேத்துப்பட்டு, திருவண்ணாமலை.	[27, 824, 381, 857]
booth-number: பாகம் – 261 :	[406, 1458, 485, 1472]
branch-section	[785, 124, 1137, 324]
role-label: அமைப்பாளர் :	[785, 1978, 883, 1993]
officer-entry	[1163, 880, 1516, 917]
officer-entry	[785, 578, 1137, 709]
booth-details: க.ஜோதிநாதன், 1/30, பிள்ளையார் கோயில் தெரு, மேலானூர், திருமணி, சேத்துப்பட்டு, திருவண்ணாமலை.	[113, 969, 355, 1021]
officer-entry	[785, 1065, 1137, 1121]
officer-details: க.அனந்தகுமார், 267, ரோட்டுத் தெரு, வெகுக்கம்பட்டு, மேலத்தாங்கல், சேத்துப்பட்டு, திருவண்ணாமலை.	[785, 1278, 1137, 1330]
role-label: அமைப்பாளர் :	[1163, 375, 1254, 389]
officer-entry	[785, 1591, 1137, 1628]
